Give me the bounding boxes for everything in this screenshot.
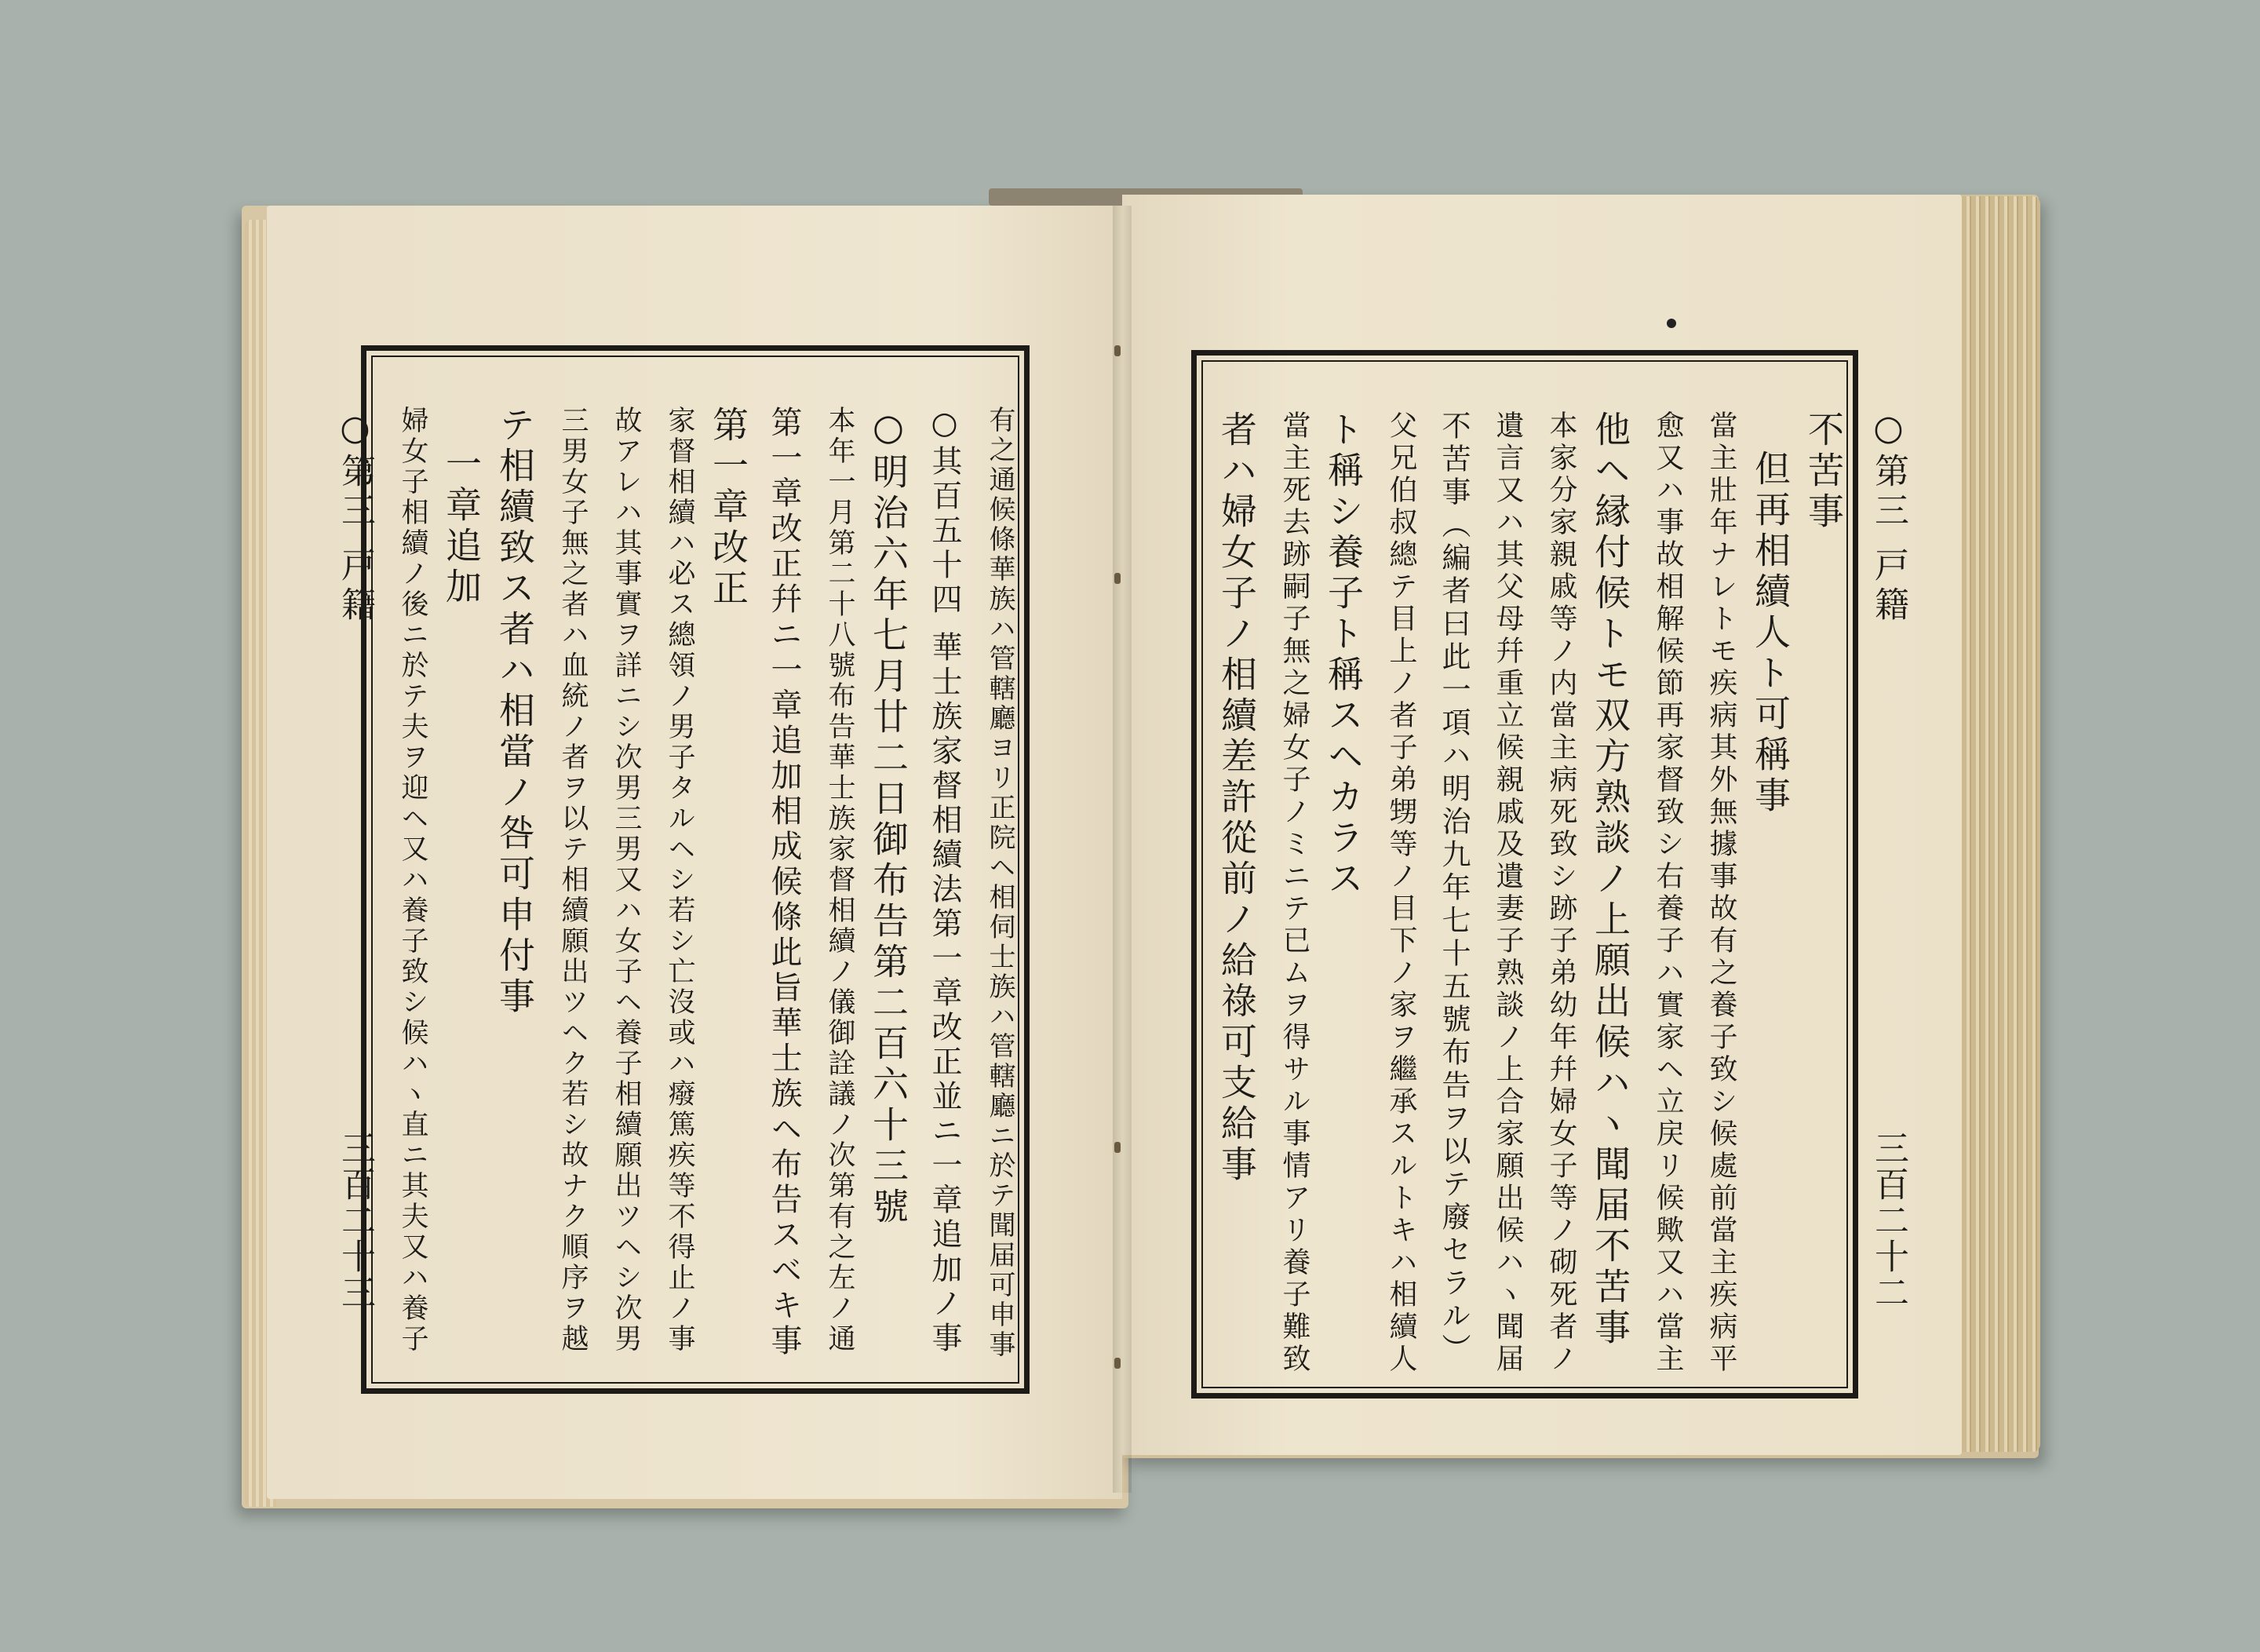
right-text-frame (1191, 350, 1858, 1399)
right-page-header: ○第三 戸籍 (1868, 408, 1908, 625)
text-column: 第一章改正 (707, 406, 749, 610)
text-column: 本年一月第二十八號布告華士族家督相續ノ儀御詮議ノ次第有之左ノ通 (824, 406, 855, 1355)
text-column: 遺言又ハ其父母幷重立候親戚及遺妻子熟談ノ上合家願出候ハヽ聞届 (1492, 410, 1524, 1376)
text-column: 家督相續ハ必ス總領ノ男子タルヘシ若シ亡沒或ハ癈篤疾等不得止ノ事 (664, 406, 695, 1355)
text-column: 故アレハ其事實ヲ詳ニシ次男三男又ハ女子ヘ養子相續願出ツヘシ次男 (611, 406, 642, 1355)
text-column: 第一章改正幷ニ一章追加相成候條此旨華士族ヘ布告スベキ事 (766, 406, 802, 1359)
left-page-number: 三百二十三 (335, 1130, 375, 1311)
text-column: 本家分家親戚等ノ内當主病死致シ跡子弟幼年幷婦女子等ノ砌死者ノ (1545, 410, 1577, 1376)
text-column: 不苦事（編者曰此一項ハ明治九年七十五號布告ヲ以テ廢セラル） (1437, 410, 1471, 1366)
text-column: 當主壯年ナレトモ疾病其外無據事故有之養子致シ候處前當主疾病平 (1705, 410, 1737, 1376)
binding-thread (1114, 1358, 1121, 1369)
text-column: 者ハ婦女子ノ相續差許從前ノ給祿可支給事 (1216, 410, 1258, 1186)
text-column: 父兄伯叔總テ目上ノ者子弟甥等ノ目下ノ家ヲ繼承スルトキハ相續人 (1385, 410, 1417, 1376)
ink-spot (1667, 319, 1676, 328)
text-column: 三男女子無之者ハ血統ノ者ヲ以テ相續願出ツヘク若シ故ナク順序ヲ越 (557, 406, 589, 1355)
left-text-frame (361, 345, 1030, 1394)
text-column: 他ヘ縁付候トモ双方熟談ノ上願出候ハヽ聞届不苦事 (1589, 410, 1631, 1349)
text-column: ○明治六年七月廿二日御布告第二百六十三號 (867, 406, 909, 1228)
text-column: テ相續致ス者ハ相當ノ咎可申付事 (494, 406, 536, 1018)
binding-thread (1114, 1142, 1121, 1153)
text-column: 有之通候條華族ハ管轄廳ヨリ正院ヘ相伺士族ハ管轄廳ニ於テ聞届可申事 (984, 406, 1015, 1360)
text-column: ト稱シ養子ト稱スヘカラス (1322, 410, 1365, 900)
text-column: ○其百五十四 華士族家督相續法第一章改正並ニ一章追加ノ事 (927, 406, 962, 1357)
left-page-header: ○第三 戸籍 (335, 408, 375, 625)
text-column: 不苦事 (1803, 410, 1845, 533)
text-column: 一章追加 (440, 445, 483, 608)
text-column: 當主死去跡嗣子無之婦女子ノミニテ已ムヲ得サル事情アリ養子難致 (1278, 410, 1310, 1376)
binding-thread (1114, 573, 1121, 584)
binding-thread (1114, 345, 1121, 356)
text-column: 愈又ハ事故相解候節再家督致シ右養子ハ實家ヘ立戻リ候歟又ハ當主 (1652, 410, 1684, 1376)
right-page-number: 三百二十二 (1868, 1130, 1908, 1311)
text-column: 婦女子相續ノ後ニ於テ夫ヲ迎ヘ又ハ養子致シ候ハヽ直ニ其夫又ハ養子 (397, 406, 428, 1355)
gutter (1113, 206, 1132, 1493)
text-column: 但再相續人ト可稱事 (1749, 450, 1792, 817)
